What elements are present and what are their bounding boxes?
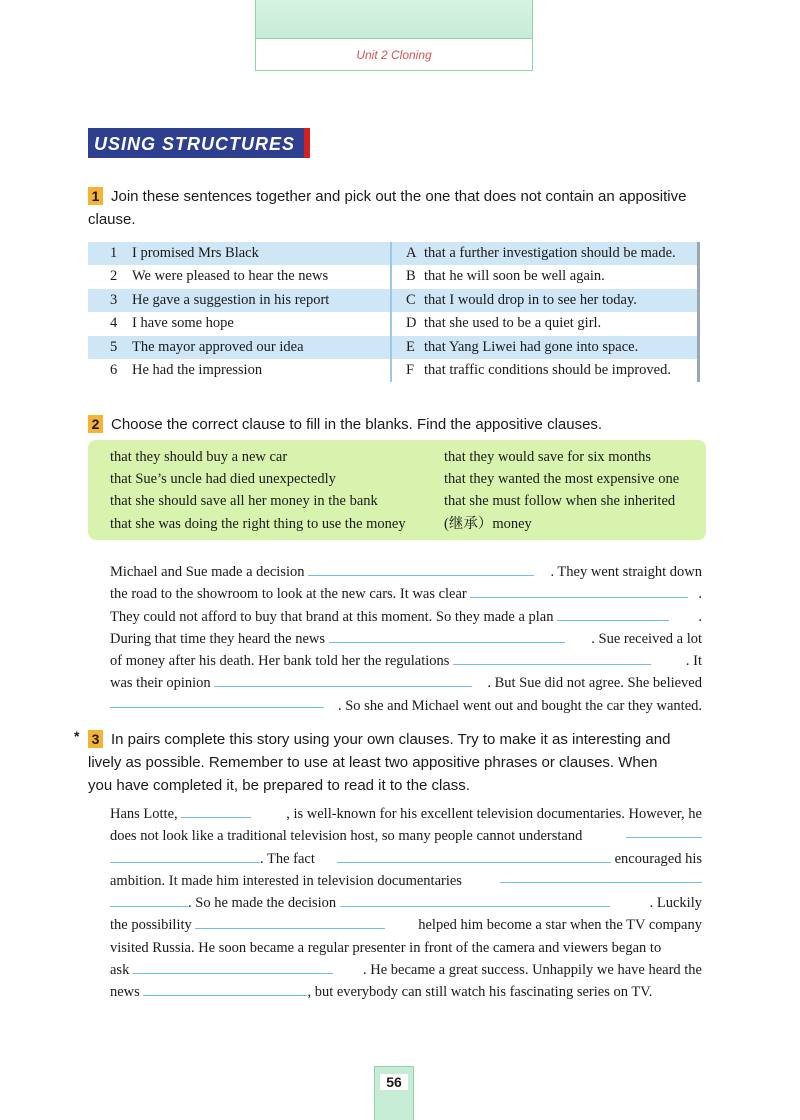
passage-text: . They went straight down (550, 564, 702, 580)
passage-text: was their opinion (110, 675, 211, 692)
passage-text: , but everybody can still watch his fascinating series on TV. (307, 984, 653, 1001)
task1-instruction (88, 185, 686, 231)
matching-right-cell (390, 265, 700, 288)
passage-text: does not look like a traditional television host, so many people cannot understand (110, 828, 583, 845)
blank-field[interactable] (214, 674, 472, 687)
passage-text: . (698, 608, 702, 625)
matching-row (88, 289, 700, 312)
header-decoration (256, 0, 532, 39)
clause-ending: that he will soon be well again. (424, 268, 605, 285)
sentence-start: I have some hope (132, 315, 234, 332)
unit-header-tab (255, 0, 533, 71)
task2-instruction (88, 413, 602, 436)
task1-number: 1 (88, 187, 103, 205)
clause-option: (继承）money (444, 515, 532, 532)
clause-ending: that traffic conditions should be improved. (424, 361, 671, 378)
passage-text: of money after his death. Her bank told her the regulations (110, 653, 450, 670)
passage-text: . So he made the decision (188, 895, 337, 912)
task3-passage (110, 803, 702, 1004)
passage-text: visited Russia. He soon became a regular presenter in front of the camera and viewers began to (110, 939, 662, 956)
passage-text: Hans Lotte, (110, 806, 178, 822)
passage-text: . So she and Michael went out and bought the car they wanted. (337, 697, 702, 714)
sentence-start: I promised Mrs Black (132, 245, 259, 261)
blank-field[interactable] (110, 850, 260, 863)
blank-field[interactable] (626, 825, 702, 838)
row-number: 4 (110, 315, 118, 332)
row-letter: E (406, 338, 415, 355)
matching-right-cell (390, 359, 700, 382)
passage-text: helped him become a star when the TV company (418, 917, 702, 934)
passage-text: . The fact (260, 850, 315, 867)
clause-option: that Sue’s uncle had died unexpectedly (110, 471, 336, 488)
blank-field[interactable] (308, 563, 534, 576)
blank-field[interactable] (110, 894, 188, 907)
unit-label: Unit 2 Cloning (356, 48, 432, 62)
matching-right-cell (390, 289, 700, 312)
section-banner (88, 128, 310, 158)
task3-instruction-line2: lively as possible. Remember to use at least two appositive phrases or clauses. When (88, 754, 658, 771)
clause-option: that they wanted the most expensive one (444, 471, 680, 488)
task3-instruction (88, 728, 670, 797)
blank-field[interactable] (195, 916, 385, 929)
clause-ending: that she used to be a quiet girl. (424, 315, 602, 332)
matching-table (88, 242, 700, 382)
blank-field[interactable] (143, 983, 307, 996)
matching-left-cell (88, 359, 390, 382)
passage-text: . It (685, 653, 702, 670)
passage-text: They could not afford to buy that brand at this moment. So they made a plan (110, 608, 554, 625)
blank-field[interactable] (500, 870, 702, 883)
passage-text: the road to the showroom to look at the new cars. It was clear (110, 586, 467, 603)
clause-option: that she was doing the right thing to use the money (110, 515, 406, 532)
clause-ending: that Yang Liwei had gone into space. (424, 338, 639, 355)
matching-row (88, 359, 700, 382)
blank-field[interactable] (133, 961, 333, 974)
matching-right-cell (390, 336, 700, 359)
matching-left-cell (88, 289, 390, 312)
matching-row (88, 242, 700, 265)
passage-text: During that time they heard the news (110, 630, 326, 647)
passage-text: ask (110, 962, 130, 979)
clause-box (88, 440, 706, 540)
blank-field[interactable] (110, 695, 324, 708)
task3-instruction-line3: you have completed it, be prepared to read it to the class. (88, 777, 470, 794)
matching-row (88, 336, 700, 359)
row-letter: D (406, 315, 417, 332)
sentence-start: The mayor approved our idea (132, 338, 304, 355)
clause-option: that they should buy a new car (110, 449, 288, 465)
blank-field[interactable] (340, 894, 610, 907)
row-number: 5 (110, 338, 118, 355)
optional-star: * (74, 728, 80, 744)
passage-text: . (698, 586, 702, 603)
clause-option: that she must follow when she inherited (444, 493, 676, 510)
row-letter: A (406, 245, 417, 261)
clause-option: that she should save all her money in the bank (110, 493, 378, 510)
task2-instruction-text: Choose the correct clause to fill in the blanks. Find the appositive clauses. (111, 416, 603, 433)
blank-field[interactable] (329, 630, 565, 643)
sentence-start: He had the impression (132, 361, 263, 378)
sentence-start: We were pleased to hear the news (132, 268, 329, 285)
blank-field[interactable] (453, 652, 651, 665)
clause-column-right (444, 446, 679, 535)
row-letter: B (406, 268, 416, 285)
row-number: 3 (110, 291, 118, 308)
blank-field[interactable] (181, 805, 251, 818)
passage-text: encouraged his (614, 850, 702, 867)
matching-right-cell (390, 242, 700, 265)
passage-text: news (110, 984, 140, 1001)
clause-ending: that I would drop in to see her today. (424, 291, 637, 308)
row-letter: C (406, 291, 416, 308)
row-number: 2 (110, 268, 118, 285)
blank-field[interactable] (470, 585, 688, 598)
clause-option: that they would save for six months (444, 449, 652, 465)
matching-left-cell (88, 242, 390, 265)
passage-text: Michael and Sue made a decision (110, 564, 305, 580)
passage-text: , is well-known for his excellent television documentaries. However, he (286, 806, 702, 822)
task1-instruction-line1: Join these sentences together and pick out the one that does not contain an appositive (111, 188, 687, 205)
page-number: 56 (380, 1074, 408, 1090)
blank-field[interactable] (337, 850, 611, 863)
matching-left-cell (88, 336, 390, 359)
blank-field[interactable] (557, 608, 669, 621)
task2-passage (110, 561, 702, 717)
task3-number: 3 (88, 730, 103, 748)
matching-left-cell (88, 312, 390, 335)
matching-row (88, 265, 700, 288)
page-number-tab (374, 1066, 414, 1120)
row-number: 6 (110, 361, 118, 378)
passage-text: the possibility (110, 917, 192, 934)
sentence-start: He gave a suggestion in his report (132, 291, 330, 308)
task1-instruction-line2: clause. (88, 211, 136, 228)
matching-right-cell (390, 312, 700, 335)
matching-left-cell (88, 265, 390, 288)
passage-text: ambition. It made him interested in television documentaries (110, 872, 462, 889)
clause-ending: that a further investigation should be made. (424, 245, 676, 261)
passage-text: . Luckily (649, 895, 702, 912)
task2-number: 2 (88, 415, 103, 433)
row-letter: F (406, 361, 415, 378)
passage-text: . But Sue did not agree. She believed (487, 675, 702, 692)
section-title: USING STRUCTURES (94, 134, 296, 154)
task3-instruction-line1: In pairs complete this story using your own clauses. Try to make it as interesting and (111, 731, 671, 748)
clause-column-left (110, 446, 406, 535)
row-number: 1 (110, 245, 118, 261)
passage-text: . He became a great success. Unhappily we have heard the (363, 962, 702, 979)
matching-row (88, 312, 700, 335)
passage-text: . Sue received a lot (591, 630, 702, 647)
